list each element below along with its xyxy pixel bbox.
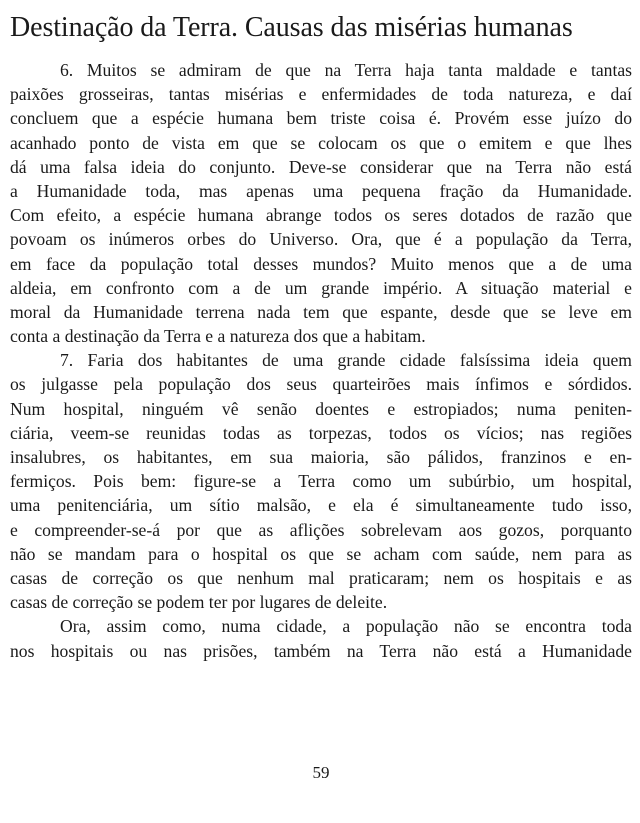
- text-line: dá uma falsa ideia do conjunto. Deve-se considerar que na Terra não está: [10, 156, 632, 177]
- text-line: e compreender-se-á por que as aflições sobrelevam aos gozos, porquanto: [10, 519, 632, 540]
- text-line: povoam os inúmeros orbes do Universo. Ora, que é a população da Terra,: [10, 229, 632, 250]
- text-line: paixões grosseiras, tantas misérias e enfermidades de toda natureza, e daí: [10, 84, 632, 105]
- text-line: fermiços. Pois bem: figure-se a Terra como um subúrbio, um hospital,: [10, 471, 632, 492]
- body-text: [10, 58, 632, 663]
- text-line: conta a destinação da Terra e a natureza dos que a habitam.: [10, 326, 426, 347]
- text-line: concluem que a espécie humana bem triste coisa é. Provém esse juízo do: [10, 108, 632, 129]
- text-line: ciária, veem-se reunidas todas as torpezas, todos os vícios; nas regiões: [10, 422, 632, 443]
- text-line: nos hospitais ou nas prisões, também na Terra não está a Humanidade: [10, 640, 632, 661]
- section-heading: Destinação da Terra. Causas das misérias humanas: [10, 12, 573, 43]
- text-line: em face da população total desses mundos? Muito menos que a de uma: [10, 253, 632, 274]
- text-line: Com efeito, a espécie humana abrange todos os seres dotados de razão que: [10, 205, 632, 226]
- text-line: não se mandam para o hospital os que se acham com saúde, nem para as: [10, 543, 632, 564]
- text-line: aldeia, em confronto com a de um grande império. A situação material e: [10, 277, 632, 298]
- text-line: insalubres, os habitantes, em sua maioria, são pálidos, franzinos e en-: [10, 447, 632, 467]
- text-line: casas de correção se podem ter por lugares de deleite.: [10, 592, 388, 613]
- text-line: Num hospital, ninguém vê senão doentes e estropiados; numa peniten-: [10, 398, 632, 419]
- text-line: Ora, assim como, numa cidade, a população não se encontra toda: [60, 616, 632, 637]
- text-line: uma penitenciária, um sítio malsão, e ela é simultaneamente tudo isso,: [10, 495, 632, 516]
- book-page: [10, 0, 632, 823]
- text-line: a Humanidade toda, mas apenas uma pequena fração da Humanidade.: [10, 180, 632, 201]
- text-line: acanhado ponto de vista em que se colocam os que o emitem e que lhes: [10, 132, 632, 153]
- page-number: 59: [312, 763, 330, 782]
- text-line: os julgasse pela população dos seus quarteirões mais ínfimos e sórdidos.: [10, 374, 632, 395]
- text-line: casas de correção os que nenhum mal praticaram; nem os hospitais e as: [10, 567, 632, 588]
- text-line: moral da Humanidade terrena nada tem que espante, desde que se leve em: [10, 301, 632, 322]
- text-line: 6. Muitos se admiram de que na Terra haja tanta maldade e tantas: [60, 60, 632, 80]
- text-line: 7. Faria dos habitantes de uma grande cidade falsíssima ideia quem: [60, 350, 632, 371]
